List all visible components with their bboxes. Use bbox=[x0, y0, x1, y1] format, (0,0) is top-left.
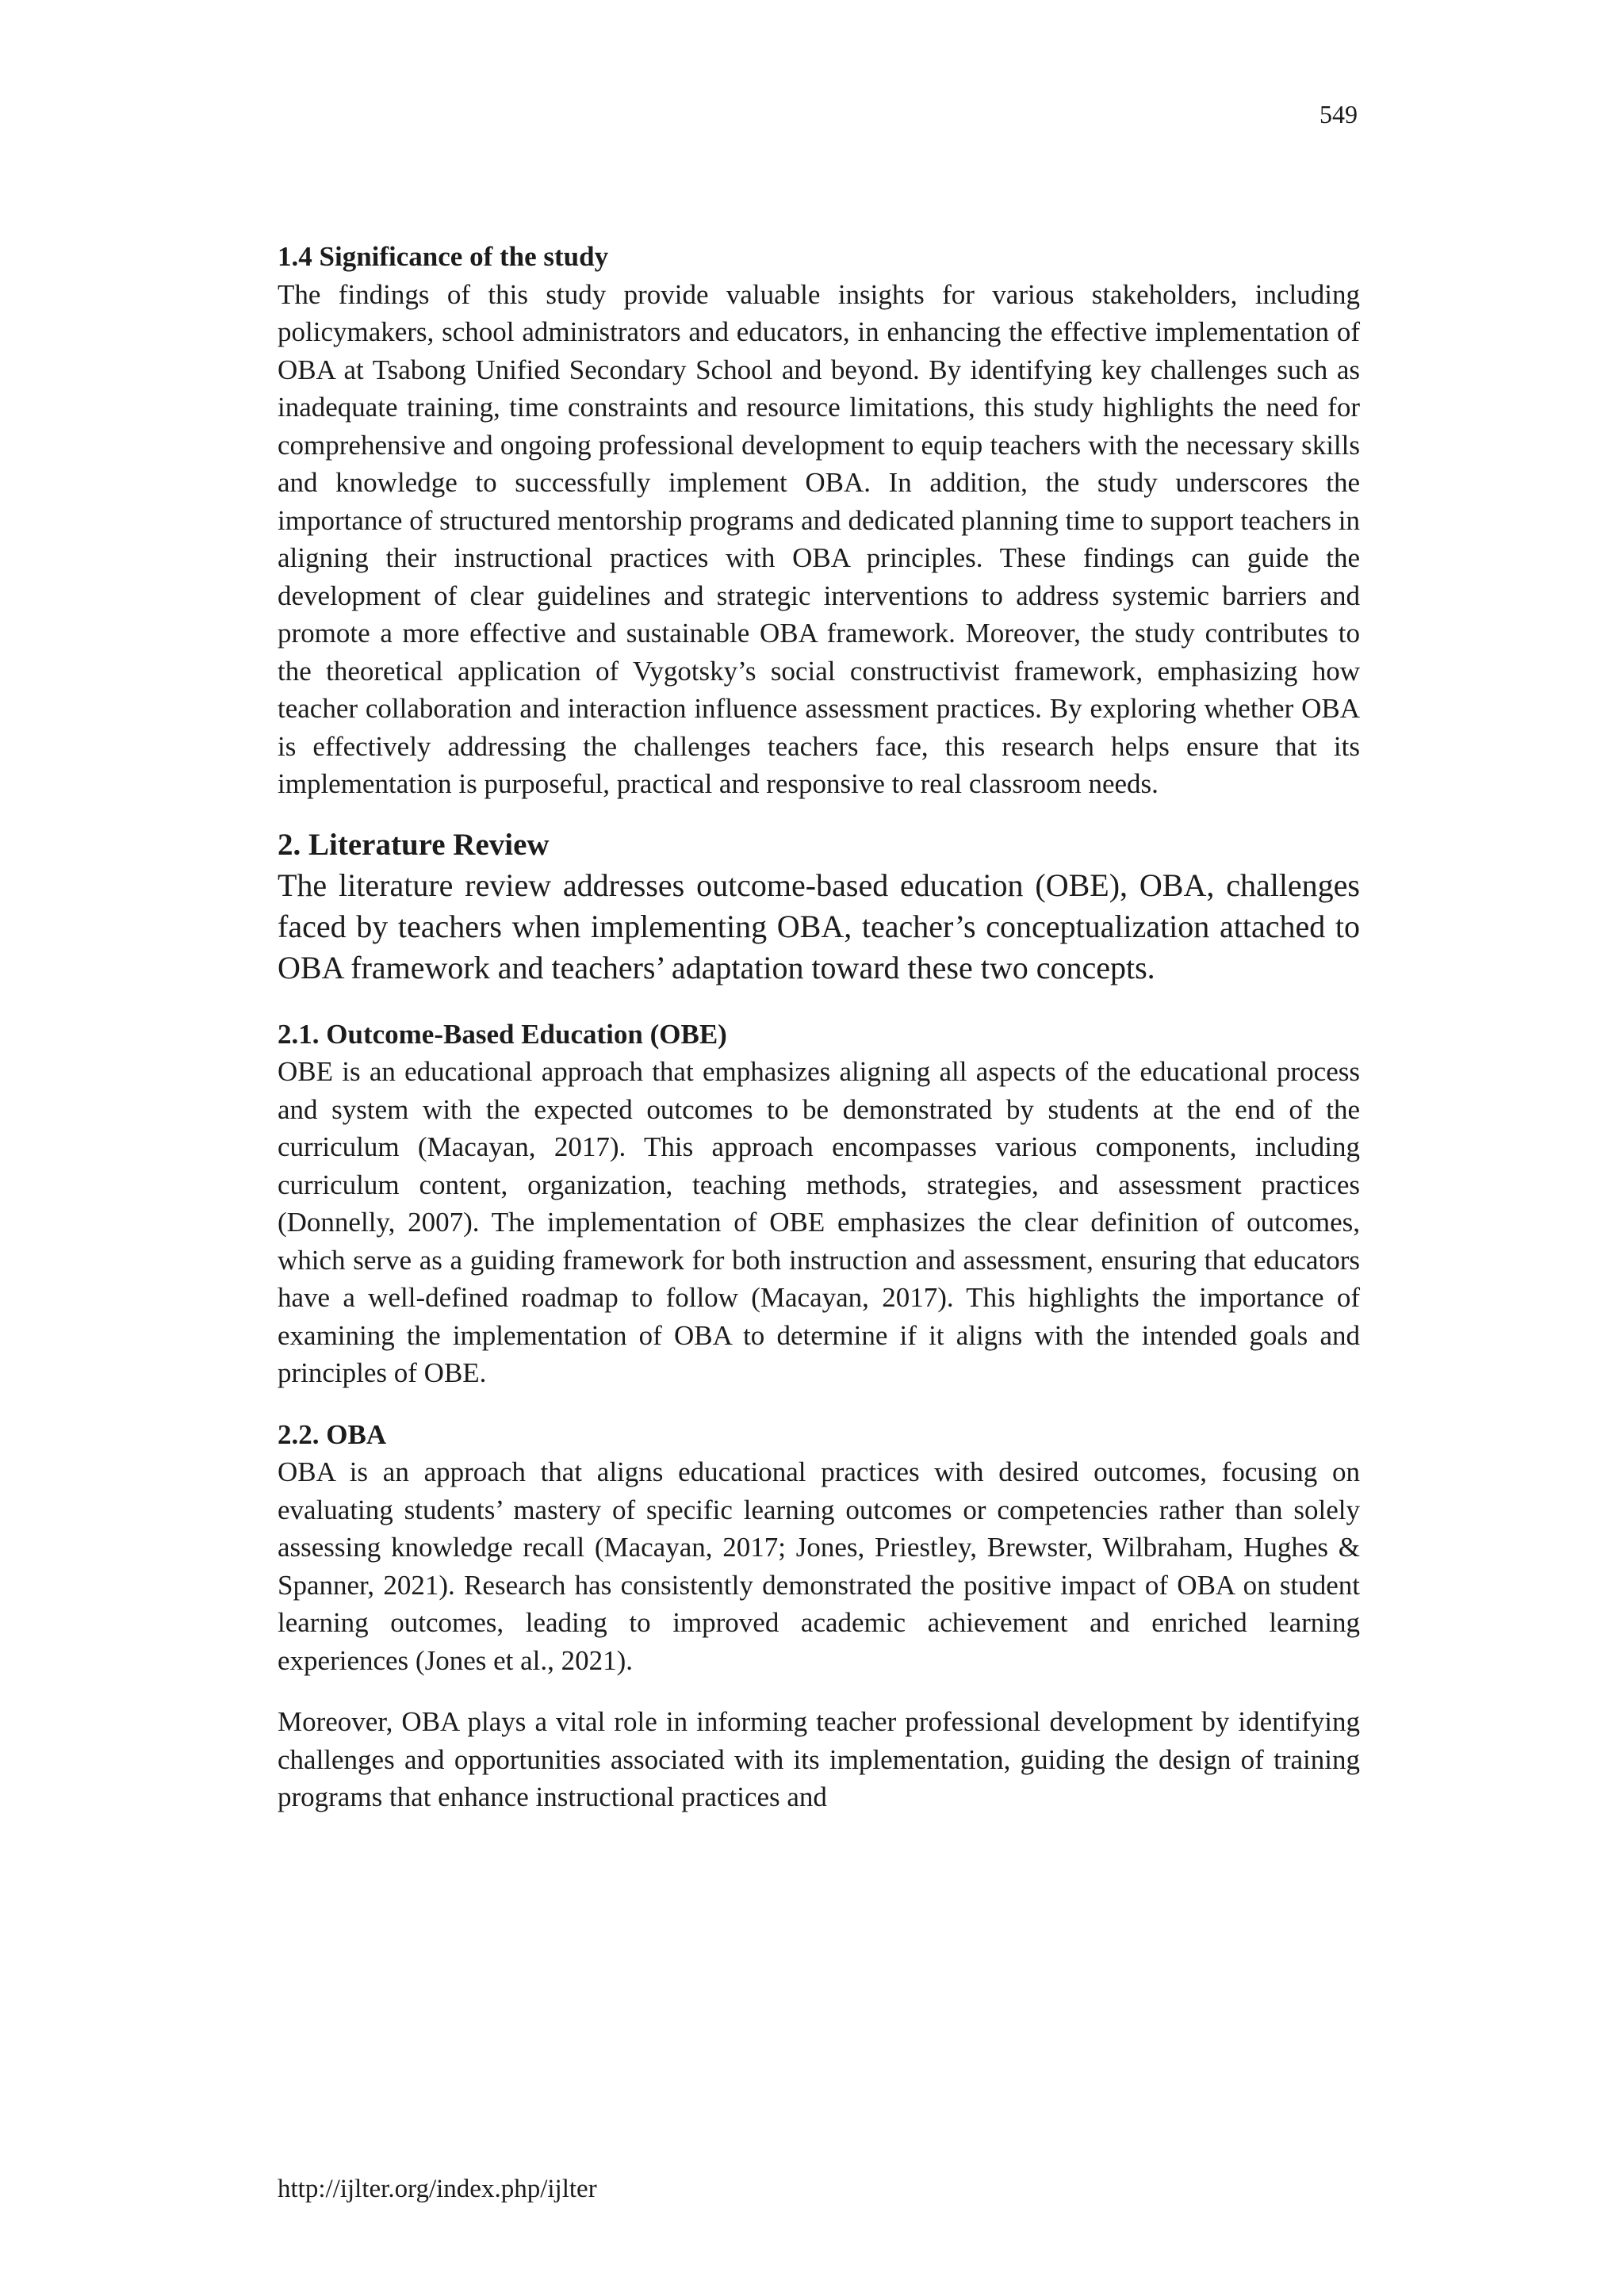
paragraph-significance: The findings of this study provide valuable insights for various stakeholders, including policymakers, school administrators and educators, in enhancing the effective implementation of OBA at Tsabong Unified Secondary School and beyond. By identifying key challenges such as inadequate training, time constraints and resource limitations, this study highlights the need for comprehensive and ongoing professional development to equip teachers with the necessary skills and knowledge to successfully implement OBA. In addition, the study underscores the importance of structured mentorship programs and dedicated planning time to support teachers in aligning their instructional practices with OBA principles. These findings can guide the development of clear guidelines and strategic interventions to address systemic barriers and promote a more effective and sustainable OBA framework. Moreover, the study contributes to the theoretical application of Vygotsky’s social constructivist framework, emphasizing how teacher collaboration and interaction influence assessment practices. By exploring whether OBA is effectively addressing the challenges teachers face, this research helps ensure that its implementation is purposeful, practical and responsive to real classroom needs. bbox=[278, 278, 1360, 799]
paragraph-oba-1: OBA is an approach that aligns educational practices with desired outcomes, focusing on evaluating students’ mastery of specific learning outcomes or competencies rather than solely assessing knowledge recall (Macayan, 2017; Jones, Priestley, Brewster, Wilbraham, Hughes & Spanner, 2021). Research has consistently demonstrated the positive impact of OBA on student learning outcomes, leading to improved academic achievement and enriched learning experiences (Jones et al., 2021). bbox=[278, 1456, 1360, 1676]
section-heading-oba: 2.2. OBA bbox=[278, 1418, 387, 1450]
paragraph-literature-review: The literature review addresses outcome-based education (OBE), OBA, challenges faced by teachers when implementing OBA, teacher’s conceptualization attached to OBA framework and teachers’ adaptation toward these two concepts. bbox=[278, 867, 1360, 985]
section-heading-obe: 2.1. Outcome-Based Education (OBE) bbox=[278, 1018, 727, 1050]
section-heading-significance: 1.4 Significance of the study bbox=[278, 241, 609, 272]
paragraph-oba-2: Moreover, OBA plays a vital role in informing teacher professional development by identifying challenges and opportunities associated with its implementation, guiding the design of training programs that enhance instructional practices and bbox=[278, 1706, 1360, 1812]
section-heading-literature-review: 2. Literature Review bbox=[278, 827, 550, 862]
footer-url: http://ijlter.org/index.php/ijlter bbox=[278, 2175, 597, 2203]
article-body bbox=[278, 238, 1360, 1816]
paragraph-obe: OBE is an educational approach that emphasizes aligning all aspects of the educational process and system with the expected outcomes to be demonstrated by students at the end of the curriculum (Macayan, 2017). This approach encompasses various components, including curriculum content, organization, teaching methods, strategies, and assessment practices (Donnelly, 2007). The implementation of OBE emphasizes the clear definition of outcomes, which serve as a guiding framework for both instruction and assessment, ensuring that educators have a well-defined roadmap to follow (Macayan, 2017). This highlights the importance of examining the implementation of OBA to determine if it aligns with the intended goals and principles of OBE. bbox=[278, 1056, 1360, 1388]
page-number: 549 bbox=[1320, 100, 1358, 128]
